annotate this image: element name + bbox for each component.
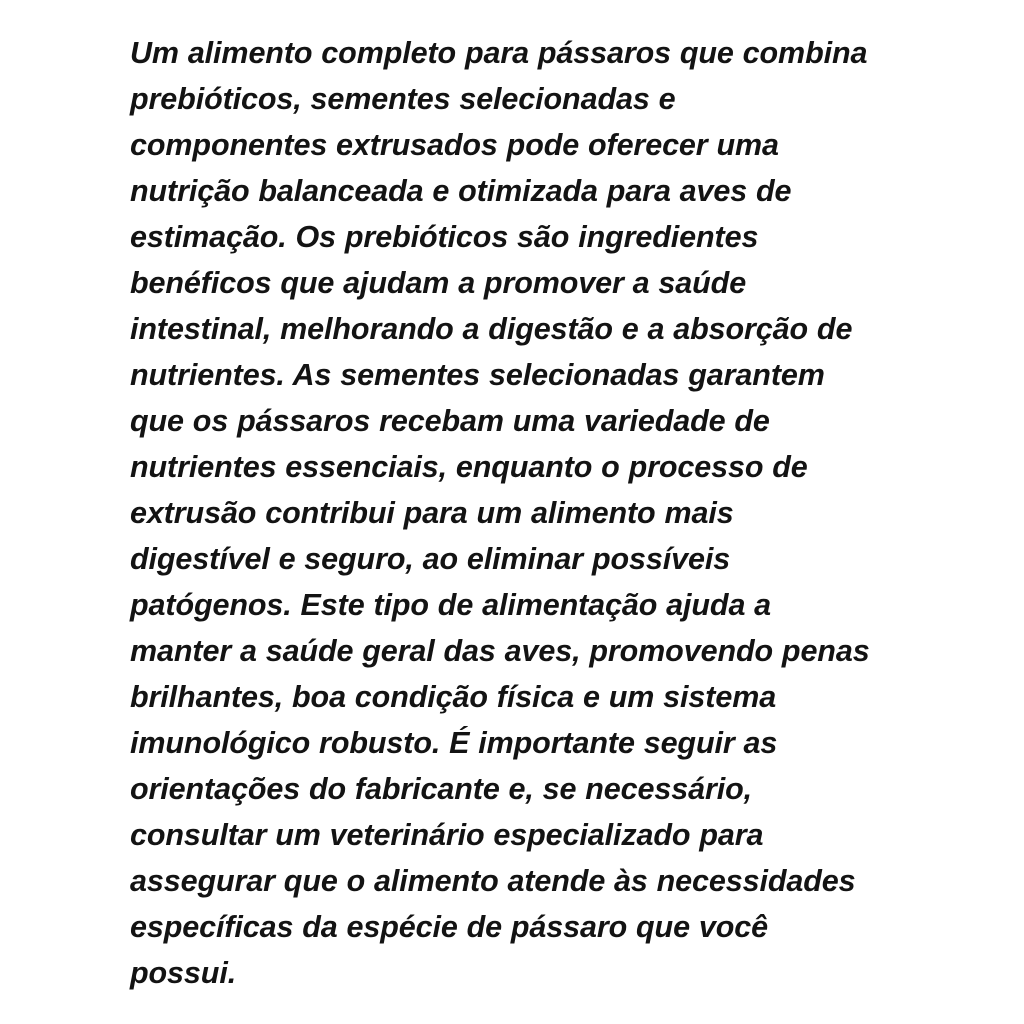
body-paragraph: Um alimento completo para pássaros que combina prebióticos, sementes selecionadas e componentes extrusados pode oferecer uma nutrição balanceada e otimizada para aves de estimação. Os prebióticos são ingredientes benéficos que ajudam a promover a saúde intestinal, melhorando a digestão e a absorção de nutrientes. As sementes selecionadas garantem que os pássaros recebam uma variedade de nutrientes essenciais, enquanto o processo de extrusão contribui para um alimento mais digestível e seguro, ao eliminar possíveis patógenos. Este tipo de alimentação ajuda a manter a saúde geral das aves, promovendo penas brilhantes, boa condição física e um sistema imunológico robusto. É importante seguir as orientações do fabricante e, se necessário, consultar um veterinário especializado para assegurar que o alimento atende às necessidades específicas da espécie de pássaro que você possui.: [130, 36, 870, 990]
